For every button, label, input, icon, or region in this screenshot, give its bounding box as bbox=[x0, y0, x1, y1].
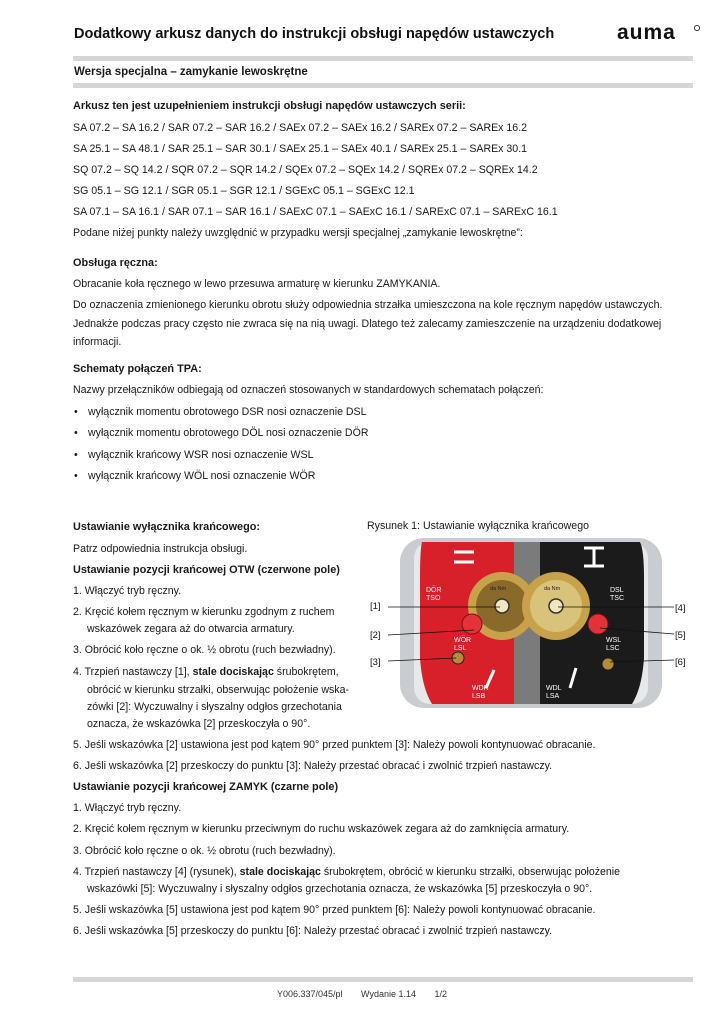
footer-divider bbox=[73, 977, 693, 982]
callout-2: [2] bbox=[370, 630, 381, 641]
zamyk-step: 3. Obrócić koło ręczne o ok. ½ obrotu (ruch bezwładny). bbox=[73, 845, 336, 857]
footer bbox=[0, 989, 724, 999]
otw-step-cont: wskazówek zegara aż do otwarcia armatury. bbox=[87, 623, 295, 635]
auma-logo-text: auma bbox=[617, 22, 676, 44]
callout-3: [3] bbox=[370, 657, 381, 668]
figure-label: WÖR bbox=[454, 637, 472, 644]
intro-note: Podane niżej punkty należy uwzględnić w przypadku wersji specjalnej „zamykanie lewoskrętne”: bbox=[73, 227, 523, 239]
tpa-heading: Schematy połączeń TPA: bbox=[73, 363, 202, 375]
tpa-bullet: • wyłącznik momentu obrotowego DÖL nosi oznaczenie DÖR bbox=[74, 427, 369, 439]
zamyk-step: 1. Włączyć tryb ręczny. bbox=[73, 802, 182, 814]
figure-label: LSA bbox=[546, 693, 560, 700]
intro-heading: Arkusz ten jest uzupełnieniem instrukcji obsługi napędów ustawczych serii: bbox=[73, 100, 466, 112]
manual-heading: Obsługa ręczna: bbox=[73, 257, 158, 269]
limit-heading: Ustawianie wyłącznika krańcowego: bbox=[73, 521, 261, 533]
tpa-bullet: • wyłącznik krańcowy WÖL nosi oznaczenie WÖR bbox=[74, 470, 316, 482]
series-line: SG 05.1 – SG 12.1 / SGR 05.1 – SGR 12.1 / SGExC 05.1 – SGExC 12.1 bbox=[73, 185, 415, 197]
series-line: SQ 07.2 – SQ 14.2 / SQR 07.2 – SQR 14.2 / SQEx 07.2 – SQEx 14.2 / SQREx 07.2 – SQREx 14.2 bbox=[73, 164, 538, 176]
figure-label: LSL bbox=[454, 645, 467, 652]
zamyk-step: 2. Kręcić kołem ręcznym w kierunku przeciwnym do ruchu wskazówek zegara aż do zamknięcia armatury. bbox=[73, 823, 570, 835]
figure-label: da Nm bbox=[490, 586, 507, 592]
otw-step-cont: obrócić w kierunku strzałki, obserwując położenie wska- bbox=[87, 684, 350, 696]
figure-label: LSB bbox=[472, 693, 486, 700]
figure-label: WDR bbox=[472, 685, 489, 692]
figure-label: LSC bbox=[606, 645, 620, 652]
otw-step-cont: zówki [2]: Wyczuwalny i słyszalny odgłos grzechotania bbox=[87, 701, 342, 713]
otw-step-cont: oznacza, że wskazówka [2] przeskoczyła o 90°. bbox=[87, 718, 311, 730]
auma-logo bbox=[617, 22, 701, 44]
figure-label: DÖR bbox=[426, 587, 442, 594]
zamyk-step: 4. Trzpień nastawczy [4] (rysunek), stale dociskając śrubokrętem, obrócić w kierunku strzałki, obserwując położenie bbox=[73, 866, 621, 878]
otw-step: 5. Jeśli wskazówka [2] ustawiona jest pod kątem 90° przed punktem [3]: Należy powoli kontynuować obracanie. bbox=[73, 739, 596, 751]
figure-label: DSL bbox=[610, 587, 624, 594]
otw-step: 1. Włączyć tryb ręczny. bbox=[73, 585, 182, 597]
figure-caption: Rysunek 1: Ustawianie wyłącznika krańcowego bbox=[367, 520, 589, 532]
figure-label: TSO bbox=[426, 595, 441, 602]
series-line: SA 07.1 – SA 16.1 / SAR 07.1 – SAR 16.1 / SAExC 07.1 – SAExC 16.1 / SARExC 07.1 – SARExC 16.1 bbox=[73, 206, 558, 218]
doc-id: Y006.337/045/pl bbox=[276, 989, 343, 999]
manual-line: Jednakże podczas pracy często nie zwraca się na nią uwagi. Dlatego też zalecamy zamieszczenie na urządzeniu dodatkowej bbox=[73, 318, 662, 330]
header-divider bbox=[73, 56, 693, 61]
document-title: Dodatkowy arkusz danych do instrukcji obsługi napędów ustawczych bbox=[74, 26, 555, 42]
callout-6: [6] bbox=[675, 657, 686, 668]
edition: Wydanie 1.14 bbox=[361, 989, 416, 999]
subtitle-divider bbox=[73, 83, 693, 88]
limit-see: Patrz odpowiednia instrukcja obsługi. bbox=[73, 543, 248, 555]
page-number: 1/2 bbox=[434, 989, 448, 999]
figure-label: da Nm bbox=[544, 586, 561, 592]
zamyk-heading: Ustawianie pozycji krańcowej ZAMYK (czarne pole) bbox=[73, 781, 339, 793]
otw-step: 6. Jeśli wskazówka [2] przeskoczy do punktu [3]: Należy przestać obracać i zwolnić trzpień nastawczy. bbox=[73, 760, 553, 772]
manual-line: Obracanie koła ręcznego w lewo przesuwa armaturę w kierunku ZAMYKANIA. bbox=[73, 278, 441, 290]
zamyk-step-cont: wskazówki [5]: Wyczuwalny i słyszalny odgłos grzechotania oznacza, że wskazówka [5] przeskoczyła o 90°. bbox=[87, 883, 593, 895]
callout-4: [4] bbox=[675, 603, 686, 614]
limit-switch-figure bbox=[362, 538, 692, 708]
otw-step: 4. Trzpień nastawczy [1], stale dociskając śrubokrętem, bbox=[73, 666, 339, 678]
otw-step: 2. Kręcić kołem ręcznym w kierunku zgodnym z ruchem bbox=[73, 606, 335, 618]
tpa-bullet: • wyłącznik momentu obrotowego DSR nosi oznaczenie DSL bbox=[74, 406, 367, 418]
otw-heading: Ustawianie pozycji krańcowej OTW (czerwone pole) bbox=[73, 564, 340, 576]
tpa-intro: Nazwy przełączników odbiegają od oznaczeń stosowanych w standardowych schematach połączeń: bbox=[73, 384, 544, 396]
series-line: SA 07.2 – SA 16.2 / SAR 07.2 – SAR 16.2 / SAEx 07.2 – SAEx 16.2 / SAREx 07.2 – SAREx 16.2 bbox=[73, 122, 528, 134]
zamyk-step: 5. Jeśli wskazówka [5] ustawiona jest pod kątem 90° przed punktem [6]: Należy powoli kontynuować obracanie. bbox=[73, 904, 596, 916]
series-line: SA 25.1 – SA 48.1 / SAR 25.1 – SAR 30.1 / SAEx 25.1 – SAEx 40.1 / SAREx 25.1 – SAREx 30.1 bbox=[73, 143, 528, 155]
otw-step: 3. Obrócić koło ręczne o ok. ½ obrotu (ruch bezwładny). bbox=[73, 644, 336, 656]
tpa-bullet: • wyłącznik krańcowy WSR nosi oznaczenie WSL bbox=[74, 449, 314, 461]
figure-label: TSC bbox=[610, 595, 624, 602]
document-subtitle: Wersja specjalna – zamykanie lewoskrętne bbox=[74, 66, 308, 78]
manual-line: Do oznaczenia zmienionego kierunku obrotu służy odpowiednia strzałka umieszczona na kole ręcznym napędów ustawczych. bbox=[73, 299, 663, 311]
callout-1: [1] bbox=[370, 601, 381, 612]
figure-label: WSL bbox=[606, 637, 622, 644]
callout-5: [5] bbox=[675, 630, 686, 641]
figure-label: WDL bbox=[546, 685, 562, 692]
manual-line: informacji. bbox=[73, 336, 122, 348]
zamyk-step: 6. Jeśli wskazówka [5] przeskoczy do punktu [6]: Należy przestać obracać i zwolnić trzpień nastawczy. bbox=[73, 925, 553, 937]
